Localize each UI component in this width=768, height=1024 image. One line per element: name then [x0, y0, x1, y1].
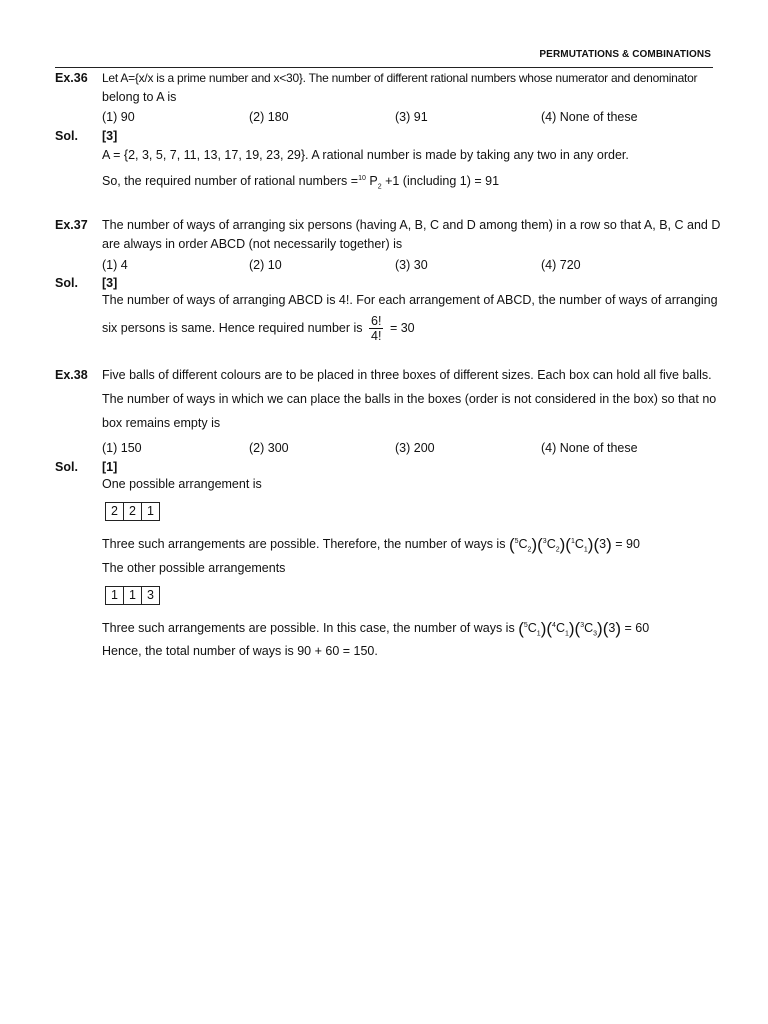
solution-text: Three such arrangements are possible. In this case, the number of ways is — [102, 621, 515, 635]
superscript: 5 — [514, 537, 519, 545]
subscript: 1 — [564, 630, 569, 638]
comb-symbol: C — [584, 621, 594, 635]
option-4: (4) None of these — [541, 441, 638, 455]
solution-text: +1 (including 1) = 91 — [385, 174, 500, 188]
solution-line: One possible arrangement is — [102, 477, 262, 491]
fraction — [369, 314, 383, 343]
example-label: Ex.37 — [55, 218, 88, 232]
answer-key: [1] — [102, 460, 118, 474]
factor: 3 — [599, 537, 607, 551]
solution-line: The number of ways of arranging ABCD is 4!. For each arrangement of ABCD, the number of ways of arranging — [102, 293, 718, 307]
comb-symbol: C — [546, 537, 556, 551]
subscript: 2 — [377, 183, 382, 191]
superscript: 3 — [542, 537, 547, 545]
solution-text: = 30 — [389, 320, 415, 335]
fraction-denominator: 4! — [371, 329, 382, 343]
solution-text: Three such arrangements are possible. Therefore, the number of ways is — [102, 537, 506, 551]
superscript: 10 — [358, 174, 366, 182]
solution-formula-line — [102, 174, 714, 191]
superscript: 5 — [523, 621, 528, 629]
solution-line: The other possible arrangements — [102, 561, 286, 575]
question-line: belong to A is — [102, 90, 177, 104]
formula-result: = 90 — [615, 537, 640, 551]
subscript: 1 — [536, 630, 541, 638]
option-3: (3) 200 — [395, 441, 435, 455]
header-rule — [55, 67, 713, 68]
comb-symbol: C — [518, 537, 528, 551]
page-header: PERMUTATIONS & COMBINATIONS — [539, 49, 711, 60]
option-2: (2) 300 — [249, 441, 289, 455]
box-cell: 2 — [124, 503, 142, 520]
answer-key: [3] — [102, 276, 118, 290]
option-1: (1) 150 — [102, 441, 142, 455]
answer-key: [3] — [102, 129, 118, 143]
example-label: Ex.38 — [55, 368, 88, 382]
solution-formula-line — [102, 314, 714, 343]
solution-label: Sol. — [55, 276, 78, 290]
subscript: 2 — [555, 546, 560, 554]
arrangement-boxes — [105, 586, 160, 605]
fraction-numerator: 6! — [371, 314, 382, 328]
option-2: (2) 180 — [249, 110, 289, 124]
solution-text: six persons is same. Hence required number is — [102, 320, 363, 335]
factor: 3 — [608, 621, 616, 635]
box-cell: 1 — [124, 587, 142, 604]
solution-text: So, the required number of rational numbers = — [102, 174, 359, 188]
option-4: (4) 720 — [541, 258, 581, 272]
subscript: 3 — [593, 630, 598, 638]
question-line: The number of ways of arranging six persons (having A, B, C and D among them) in a row so that A, B, C and D — [102, 218, 721, 232]
arrangement-boxes — [105, 502, 160, 521]
comb-symbol: C — [574, 537, 584, 551]
question-line: are always in order ABCD (not necessarily together) is — [102, 237, 403, 251]
option-3: (3) 91 — [395, 110, 428, 124]
option-1: (1) 4 — [102, 258, 128, 272]
solution-formula-line: Three such arrangements are possible. In this case, the number of ways is $(^5C_1)(^4C_1)(^3C_3)(3) = 60$ — [102, 619, 650, 638]
perm-symbol: P — [369, 174, 378, 188]
option-2: (2) 10 — [249, 258, 282, 272]
box-cell: 3 — [147, 588, 154, 602]
question-line: box remains empty is — [102, 416, 221, 430]
box-cell: 2 — [106, 503, 124, 520]
subscript: 1 — [583, 546, 588, 554]
superscript: 1 — [570, 537, 575, 545]
comb-symbol: C — [527, 621, 537, 635]
comb-symbol: C — [555, 621, 565, 635]
box-cell: 1 — [147, 504, 154, 518]
example-label: Ex.36 — [55, 71, 88, 85]
question-line: The number of ways in which we can place the balls in the boxes (order is not considered in the box) so that no — [102, 392, 717, 406]
option-3: (3) 30 — [395, 258, 428, 272]
option-4: (4) None of these — [541, 110, 638, 124]
solution-label: Sol. — [55, 460, 78, 474]
subscript: 2 — [527, 546, 532, 554]
solution-line: Hence, the total number of ways is 90 + 60 = 150. — [102, 644, 378, 658]
superscript: 4 — [552, 621, 556, 629]
option-1: (1) 90 — [102, 110, 135, 124]
formula-result: = 60 — [624, 621, 650, 635]
question-line: Let A={x/x is a prime number and x<30}. The number of different rational numbers whose numerator and denominator — [102, 71, 698, 85]
solution-label: Sol. — [55, 129, 78, 143]
box-cell: 1 — [106, 587, 124, 604]
solution-line: A = {2, 3, 5, 7, 11, 13, 17, 19, 23, 29}. A rational number is made by taking any two in any order. — [102, 148, 629, 162]
question-line: Five balls of different colours are to be placed in three boxes of different sizes. Each box can hold all five balls. — [102, 368, 712, 382]
solution-formula-line: Three such arrangements are possible. Therefore, the number of ways is $(^5C_2)(^3C_2)(^1C_1)(3) = 90$ — [102, 535, 640, 554]
superscript: 3 — [580, 621, 585, 629]
